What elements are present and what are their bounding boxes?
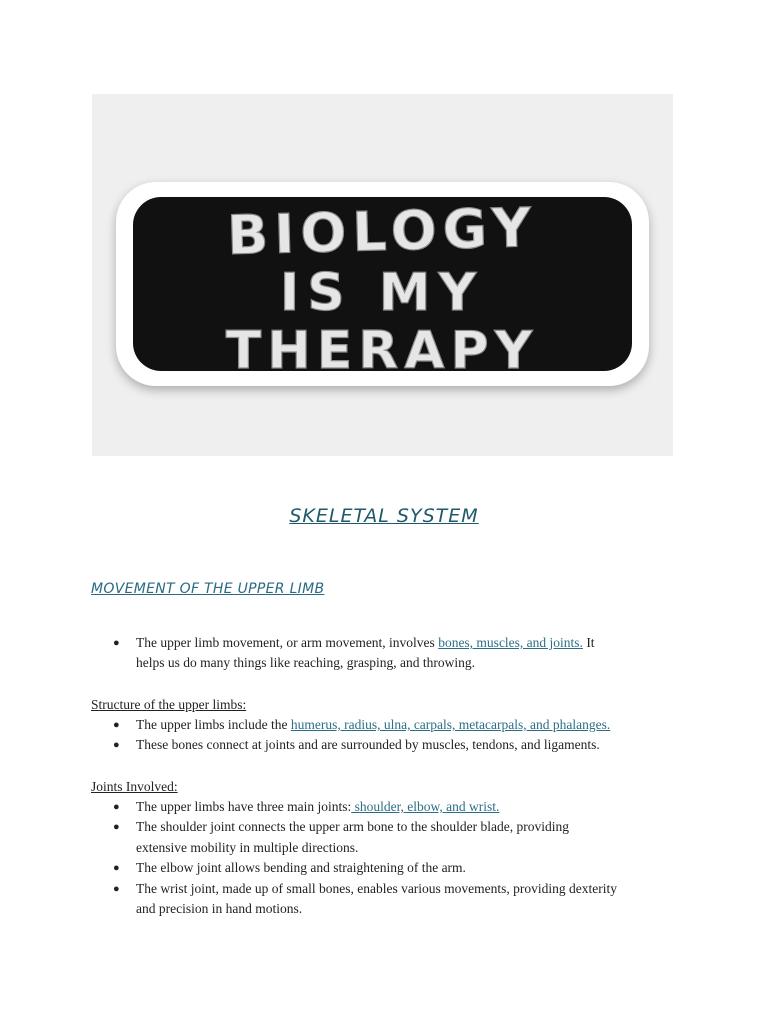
intro-text-end: It: [582, 635, 595, 650]
list-item: [91, 735, 681, 755]
link-upper-limb-bones[interactable]: humerus, radius, ulna, carpals, metacarpals, and phalanges.: [290, 717, 611, 732]
joints-item-text: The wrist joint, made up of small bones, enables various movements, providing dexterity: [136, 880, 618, 896]
structure-heading: Structure of the upper limbs:: [91, 697, 247, 712]
logo-line-2: IS MY: [279, 263, 485, 323]
list-item: [91, 858, 681, 878]
joints-item-text-line2: extensive mobility in multiple directions.: [136, 839, 359, 855]
bullet-icon: ●: [113, 862, 120, 875]
biology-sticker-logo: [116, 182, 649, 386]
list-item: [91, 879, 681, 920]
intro-text-line2: helps us do many things like reaching, grasping, and throwing.: [136, 655, 475, 671]
bullet-icon: ●: [113, 821, 120, 834]
intro-text: The upper limb movement, or arm movement, involves: [136, 635, 439, 650]
joints-item-text: The elbow joint allows bending and straightening of the arm.: [136, 860, 466, 876]
joints-item-text: The shoulder joint connects the upper arm bone to the shoulder blade, providing: [136, 819, 570, 835]
joints-item-text: The upper limbs have three main joints:: [136, 799, 352, 814]
banner-image: [92, 94, 673, 456]
intro-list: [91, 633, 681, 674]
structure-item-text: The upper limbs include the: [136, 717, 291, 732]
bullet-icon: ●: [113, 739, 120, 752]
joints-heading: Joints Involved:: [91, 779, 178, 794]
structure-item-text: These bones connect at joints and are surrounded by muscles, tendons, and ligaments.: [136, 737, 600, 753]
link-shoulder-elbow-wrist[interactable]: shoulder, elbow, and wrist.: [351, 799, 500, 814]
list-item: [91, 715, 681, 735]
structure-list: [91, 715, 681, 756]
page-title: SKELETAL SYSTEM: [289, 505, 479, 527]
bullet-icon: ●: [113, 882, 120, 895]
bullet-icon: ●: [113, 719, 120, 731]
joints-list: [91, 797, 681, 919]
list-item: [91, 817, 681, 858]
link-bones-muscles-joints[interactable]: bones, muscles, and joints.: [438, 635, 583, 650]
joints-item-text-line2: and precision in hand motions.: [136, 901, 303, 917]
logo-line-3: THERAPY: [225, 321, 539, 381]
section-heading: MOVEMENT OF THE UPPER LIMB: [91, 581, 325, 597]
list-item: [91, 633, 681, 674]
bullet-icon: ●: [113, 637, 120, 649]
logo-line-1: BIOLOGY: [226, 195, 538, 268]
sticker-lettering: [116, 182, 649, 386]
list-item: [91, 797, 681, 817]
bullet-icon: ●: [113, 801, 120, 813]
